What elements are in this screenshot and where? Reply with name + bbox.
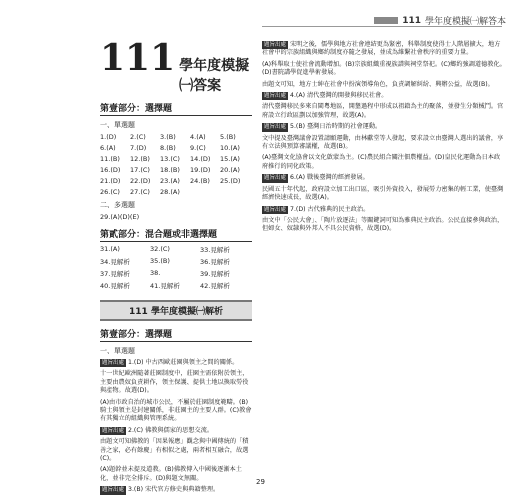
explanation-item — [262, 154, 506, 171]
source-tag: 題旨出處 — [264, 206, 287, 213]
explanation-text: 5.(B) 臺灣日治時期的社會運動。 — [290, 123, 382, 131]
explanation-item — [262, 92, 506, 100]
source-tag: 題旨出處 — [102, 487, 125, 494]
header-rule — [262, 26, 502, 27]
answer-cell: 25.(D) — [220, 177, 241, 185]
answer-cell: 36.見解析 — [200, 258, 230, 266]
part1b-heading: 第壹部分：選擇題 — [100, 327, 252, 342]
explanation-text: (A)科舉取士使社會流動增加。(B)宗族組織重視族譜與祠堂祭祀。(C)鄉約強調道德教化。(D)書院講學促進學術發展。 — [262, 60, 506, 77]
answer-row — [100, 144, 252, 152]
answer-cell: 27.(C) — [130, 188, 150, 196]
answer-row — [100, 188, 252, 196]
explanation-item — [262, 206, 506, 214]
header-bar — [374, 17, 398, 24]
answer-cell: 7.(D) — [130, 144, 147, 152]
answer-title-num: 111 — [100, 37, 176, 79]
answer-cell: 34.見解析 — [100, 258, 130, 266]
answer-title-text: 學年度模擬㈠答案 — [179, 58, 250, 94]
answer-cell: 17.(C) — [130, 166, 150, 174]
answer-cell: 4.(A) — [190, 133, 206, 141]
explanation-item — [262, 186, 506, 203]
answer-cell: 6.(A) — [100, 144, 116, 152]
answer-cell: 39.見解析 — [200, 270, 230, 278]
answer-row — [100, 245, 252, 254]
explanation-text: 1.(D) 中古西歐莊園與領主之間的關係。 — [128, 359, 239, 366]
answer-cell: 5.(B) — [220, 133, 236, 141]
header-title: 學年度模擬㈠解答本 — [424, 17, 506, 27]
explanation-text: 由文中「公民大會」、「陶片放逐法」等關鍵詞可知為雅典民主政治。公民直接參與政治，但婦女、奴隸與外邦人不具公民資格，故選(D)。 — [262, 216, 504, 233]
answer-cell: 1.(D) — [100, 133, 117, 141]
explanation-text: 7.(D) 古代雅典的民主政治。 — [290, 205, 370, 213]
answer-cell: 40.見解析 — [100, 282, 130, 290]
answer-cell: 41.見解析 — [150, 282, 180, 290]
answer-cell: 31.(A) — [100, 245, 120, 253]
answer-cell: 10.(A) — [220, 144, 240, 152]
explanation-item — [100, 399, 252, 424]
multi-choice-heading: 二、多選題 — [100, 201, 135, 209]
explanation-text: (A)由市政自治的城市公民，不屬於莊園制度範疇。(B)騎士與領主是封建關係，非莊園主的主要人群。(C)教會有其獨立的組織與管理系統。 — [100, 398, 252, 423]
answer-cell: 14.(D) — [190, 155, 211, 163]
explanation-text: (A)題幹並未提及道教。(B)佛教傳入中國後逐漸本土化，並非完全排斥。(D)與題文無關。 — [100, 466, 242, 482]
answer-cell: 2.(C) — [130, 133, 146, 141]
explanation-item — [100, 370, 252, 395]
right-column — [262, 38, 506, 234]
answer-cell: 37.見解析 — [100, 270, 130, 278]
answer-cell: 42.見解析 — [200, 282, 230, 290]
explanation-item — [262, 103, 506, 120]
explanation-item — [262, 123, 506, 131]
answer-cell: 19.(D) — [190, 166, 211, 174]
answer-cell: 23.(A) — [160, 177, 180, 185]
explanation-item — [262, 41, 506, 58]
answer-grid-2 — [100, 245, 252, 290]
explanation-item — [262, 217, 506, 234]
answer-row — [100, 177, 252, 185]
answer-cell: 16.(D) — [100, 166, 121, 174]
explanation-item — [262, 135, 506, 152]
explanation-item — [100, 486, 252, 494]
answer-cell: 33.見解析 — [200, 246, 230, 254]
source-tag: 題旨出處 — [264, 93, 287, 100]
answer-row — [100, 257, 252, 266]
answer-cell: 24.(B) — [190, 177, 210, 185]
explanation-item — [100, 359, 252, 367]
single-choice-heading-2: 一、單選題 — [100, 347, 135, 355]
answer-cell: 12.(B) — [130, 155, 150, 163]
explanation-text: 十一世紀歐洲隨著莊園制度中，莊園主需依附於領主，主要由農奴負責耕作，領主保護、提供土地以換取勞役與產物。故選(D)。 — [100, 370, 249, 395]
source-tag: 題旨出處 — [264, 175, 287, 182]
answer-cell: 32.(C) — [150, 245, 170, 253]
answer-title — [100, 37, 252, 95]
page-number: 29 — [256, 478, 265, 486]
explanation-text: 4.(A) 清代臺灣的開發與移民社會。 — [290, 92, 388, 100]
answer-row — [100, 166, 252, 174]
explanation-item — [262, 61, 506, 78]
answer-row — [100, 133, 252, 141]
answer-cell: 38. — [150, 269, 161, 277]
explanation-text: (A)臺灣文化協會以文化啟蒙為主。(C)農民組合關注佃農權益。(D)皇民化運動為日本政府推行的同化政策。 — [262, 154, 501, 170]
answer-cell: 13.(C) — [160, 155, 180, 163]
explanation-list — [100, 359, 252, 495]
explanation-item — [100, 466, 252, 483]
explanation-text: 宋明之後，儒學與地方社會連結更為緊密，科舉制度使得士人階層擴大，地方社會中的宗族組織與鄉約制度亦隨之發展，並成為維繫社會秩序的重要力量。 — [262, 41, 501, 57]
answer-cell: 20.(A) — [220, 166, 240, 174]
answer-cell: 18.(B) — [160, 166, 180, 174]
explanation-text: 3.(B) 宋代官方修史與典籍整理。 — [128, 486, 220, 494]
source-tag: 題旨出處 — [102, 427, 125, 434]
source-tag: 題旨出處 — [264, 124, 287, 131]
explanation-item — [262, 174, 506, 182]
answer-row — [100, 155, 252, 163]
answer-cell: 35.(B) — [150, 257, 170, 265]
answer-cell: 8.(B) — [160, 144, 176, 152]
explanation-text: 民國五十年代起，政府設立加工出口區，吸引外資投入，發展勞力密集的輕工業，使臺灣經濟快速成長，故選(A)。 — [262, 185, 504, 202]
answer-grid — [100, 133, 252, 196]
header-page-num: 111 — [402, 15, 421, 26]
answer-cell: 11.(B) — [100, 155, 120, 163]
explanation-text: 2.(C) 佛教與儒家的思想交流。 — [128, 426, 214, 434]
explanation-text: 文中提及臺灣議會設置請願運動，由林獻堂等人發起，要求設立由臺灣人選出的議會，享有立法與預算審議權，故選(B)。 — [262, 134, 504, 151]
explanation-banner: 111 學年度模擬㈠解析 — [100, 300, 252, 321]
answer-cell: 28.(A) — [160, 188, 180, 196]
answer-cell: 3.(B) — [160, 133, 176, 141]
explanation-item — [100, 438, 252, 463]
answer-cell: 22.(D) — [130, 177, 151, 185]
explanation-text: 由題文可知佛教的「因果報應」觀念與中國傳統的「積善之家，必有餘慶」有相似之處，兩者相互融合，故選(C)。 — [100, 438, 249, 463]
part2-heading: 第貳部分：混合題或非選擇題 — [100, 227, 252, 242]
explanation-item — [262, 81, 506, 89]
part1-heading: 第壹部分：選擇題 — [100, 101, 252, 116]
source-tag: 題旨出處 — [102, 360, 125, 366]
left-column — [100, 37, 252, 495]
answer-cell: 21.(D) — [100, 177, 121, 185]
answer-row — [100, 269, 252, 278]
source-tag: 題旨出處 — [264, 42, 287, 48]
answer-cell: 26.(C) — [100, 188, 120, 196]
single-choice-heading: 一、單選題 — [100, 121, 135, 129]
answer-row — [100, 281, 252, 290]
answer-cell: 9.(C) — [190, 144, 206, 152]
explanation-text: 由題文可知，地方士紳在社會中扮演領導角色，負責調解糾紛、興辦公益，故選(B)。 — [262, 80, 494, 88]
answer-cell: 15.(A) — [220, 155, 240, 163]
explanation-text: 6.(A) 戰後臺灣的經濟發展。 — [290, 174, 369, 182]
explanation-item — [100, 427, 252, 435]
right-explanations — [262, 41, 506, 234]
explanation-text: 清代臺灣移民多來自閩粵地區，開墾過程中形成以祖籍為主的聚落，並發生分類械鬥。官府設立行政區劃以加強管理，故選(A)。 — [262, 103, 504, 119]
multi-answer: 29.(A)(D)(E) — [100, 213, 140, 221]
multi-answer-row — [100, 213, 252, 221]
